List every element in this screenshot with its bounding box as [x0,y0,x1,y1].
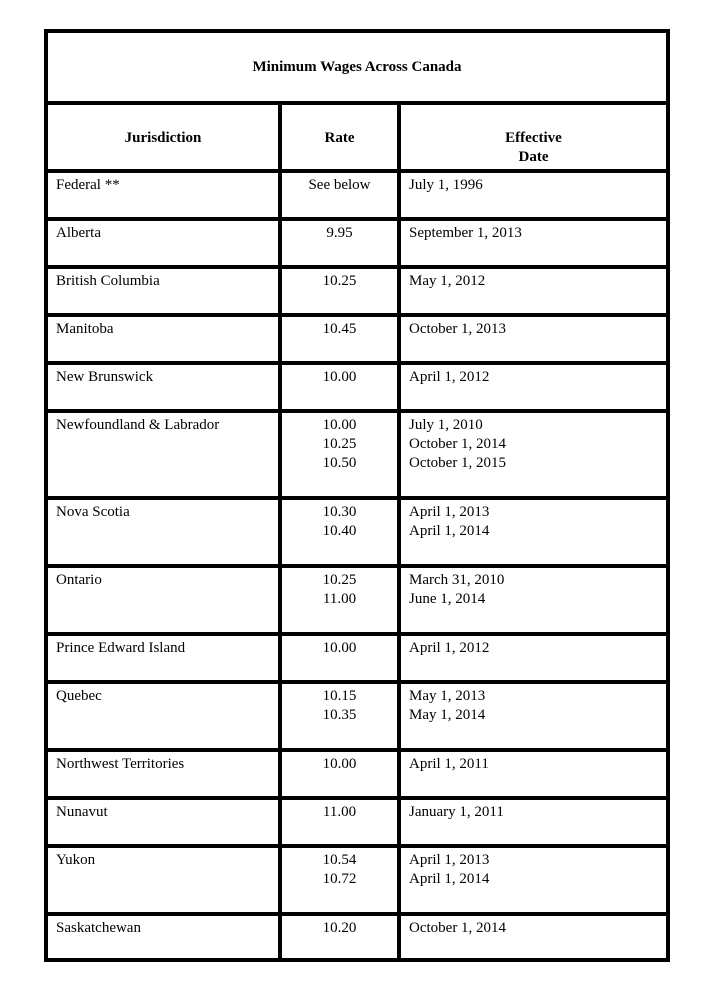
table-title: Minimum Wages Across Canada [48,33,666,101]
jurisdiction-cell: British Columbia [48,269,278,313]
effective-date-value: October 1, 2013 [409,321,507,337]
jurisdiction-cell: Nunavut [48,800,278,844]
effective-date-value: April 1, 2013 [409,504,490,520]
table-row [48,413,666,496]
rate-value: 10.40 [322,523,357,539]
effective-date-value: July 1, 1996 [409,177,483,193]
jurisdiction-cell: Prince Edward Island [48,636,278,680]
table-row [48,173,666,217]
table-header-row [48,105,666,169]
effective-date-cell [401,317,666,361]
table-row [48,317,666,361]
table-row [48,684,666,748]
rate-value: 10.20 [322,920,357,936]
table-row [48,269,666,313]
minimum-wage-table [44,29,670,962]
table-row [48,568,666,632]
effective-date-value: July 1, 2010 [409,417,483,433]
effective-date-cell [401,413,666,496]
effective-date-value: April 1, 2012 [409,369,490,385]
jurisdiction-cell: Manitoba [48,317,278,361]
rate-value: 11.00 [322,591,357,607]
rate-value: See below [308,177,371,193]
effective-date-value: October 1, 2014 [409,920,507,936]
effective-date-value: April 1, 2012 [409,640,490,656]
effective-date-value: June 1, 2014 [409,591,486,607]
rate-cell [282,269,397,313]
effective-date-value: May 1, 2014 [409,707,486,723]
effective-date-value: October 1, 2014 [409,436,507,452]
jurisdiction-cell: Northwest Territories [48,752,278,796]
rate-cell [282,365,397,409]
rate-cell [282,800,397,844]
table-row [48,221,666,265]
rate-cell [282,413,397,496]
jurisdiction-cell: Newfoundland & Labrador [48,413,278,496]
jurisdiction-cell: Ontario [48,568,278,632]
effective-date-value: January 1, 2011 [409,804,504,820]
effective-date-cell [401,800,666,844]
rate-value: 10.00 [322,756,357,772]
jurisdiction-cell: Alberta [48,221,278,265]
effective-date-cell [401,221,666,265]
rate-value: 10.45 [322,321,357,337]
table-row [48,800,666,844]
effective-date-cell [401,173,666,217]
effective-date-value: October 1, 2015 [409,455,507,471]
rate-cell [282,173,397,217]
rate-value: 10.25 [322,273,357,289]
effective-date-value: September 1, 2013 [409,225,522,241]
jurisdiction-cell: Yukon [48,848,278,912]
rate-value: 10.25 [322,436,357,452]
rate-cell [282,500,397,564]
effective-date-cell [401,269,666,313]
rate-value: 11.00 [322,804,357,820]
jurisdiction-cell: Saskatchewan [48,916,278,958]
rate-value: 10.54 [322,852,357,868]
rate-value: 10.00 [322,640,357,656]
header-effective-line2: Date [518,149,549,165]
rate-value: 10.30 [322,504,357,520]
rate-cell [282,916,397,958]
effective-date-value: April 1, 2014 [409,523,490,539]
rate-cell [282,568,397,632]
effective-date-cell [401,636,666,680]
header-effective-date [401,105,666,169]
table-row [48,365,666,409]
effective-date-value: May 1, 2013 [409,688,486,704]
rate-value: 10.25 [322,572,357,588]
header-effective-line1: Effective [505,130,562,146]
table-row [48,636,666,680]
effective-date-cell [401,684,666,748]
table-row [48,752,666,796]
rate-cell [282,636,397,680]
jurisdiction-cell: Quebec [48,684,278,748]
effective-date-value: May 1, 2012 [409,273,486,289]
rate-value: 10.00 [322,417,357,433]
jurisdiction-cell: Federal ** [48,173,278,217]
effective-date-cell [401,365,666,409]
rate-value: 10.50 [322,455,357,471]
effective-date-cell [401,752,666,796]
effective-date-cell [401,568,666,632]
rate-value: 10.15 [322,688,357,704]
rate-value: 10.35 [322,707,357,723]
effective-date-value: April 1, 2014 [409,871,490,887]
table-row [48,500,666,564]
effective-date-value: April 1, 2013 [409,852,490,868]
jurisdiction-cell: Nova Scotia [48,500,278,564]
rate-value: 9.95 [326,225,353,241]
rate-cell [282,317,397,361]
rate-cell [282,848,397,912]
effective-date-value: March 31, 2010 [409,572,505,588]
rate-value: 10.00 [322,369,357,385]
rate-cell [282,752,397,796]
rate-value: 10.72 [322,871,357,887]
header-rate: Rate [282,105,397,169]
header-jurisdiction: Jurisdiction [48,105,278,169]
table-row [48,848,666,912]
jurisdiction-cell: New Brunswick [48,365,278,409]
effective-date-cell [401,500,666,564]
effective-date-cell [401,848,666,912]
effective-date-value: April 1, 2011 [409,756,489,772]
rate-cell [282,684,397,748]
table-row [48,916,666,958]
rate-cell [282,221,397,265]
effective-date-cell [401,916,666,958]
